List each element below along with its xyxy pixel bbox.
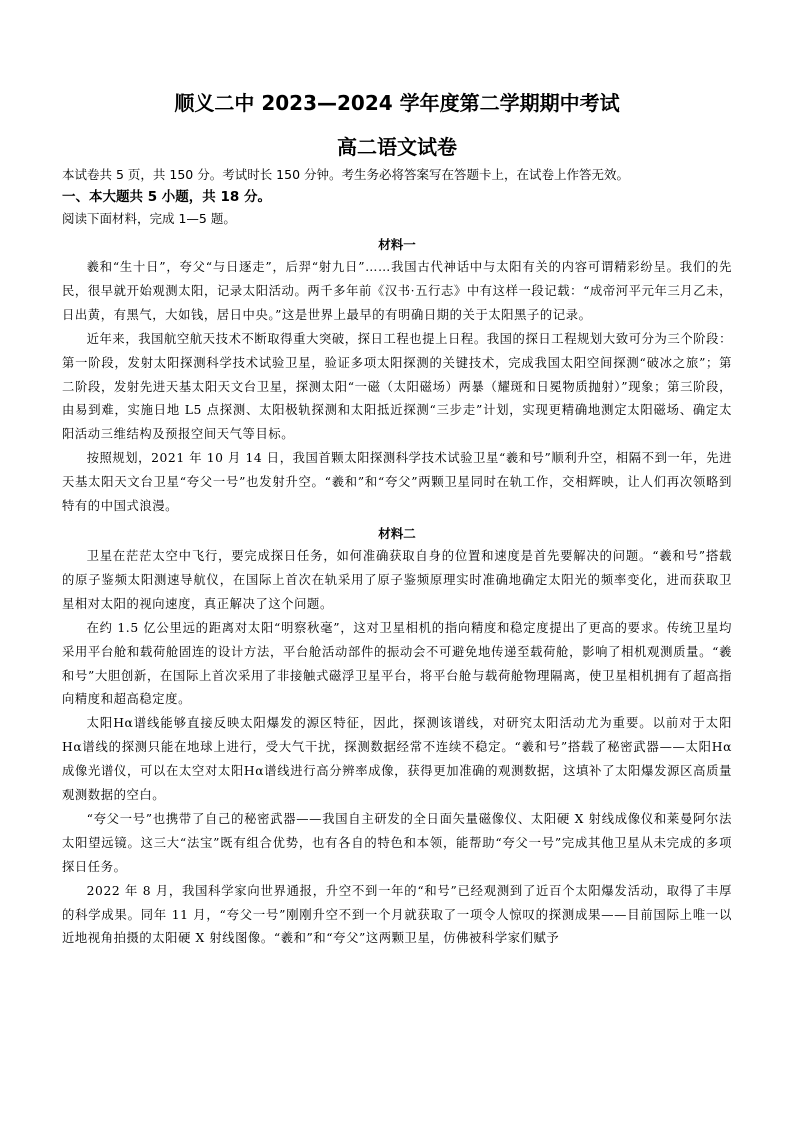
reading-direction: 阅读下面材料，完成 1—5 题。 bbox=[62, 211, 236, 226]
material-title: 材料一 bbox=[378, 237, 416, 252]
material-title: 材料二 bbox=[378, 525, 416, 541]
material-1 bbox=[62, 234, 732, 519]
paragraph: 2022 年 8 月，我国科学家向世界通报，升空不到一年的“和号”已经观测到了近百个太阳爆发活动，取得了丰厚的科学成果。同年 11 月，“夸父一号”刚刚升空不到一个月就获取了一项令人惊叹的探测成果——目前国际上唯一以近地视角拍摄的太阳硬 X 射线图像。“羲和”和“夸父”这两颗卫星，仿佛被科学家们赋予 bbox=[62, 883, 732, 946]
paragraph: 近年来，我国航空航天技术不断取得重大突破，探日工程也提上日程。我国的探日工程规划大致可分为三个阶段：第一阶段，发射太阳探测科学技术试验卫星，验证多项太阳探测的关键技术，完成我国太阳空间探测“破冰之旅”；第二阶段，发射先进天基太阳天文台卫星，探测太阳“一磁（太阳磁场）两暴（耀斑和日冕物质抛射）”现象；第三阶段，由易到难，实施日地 L5 点探测、太阳极轨探测和太阳抵近探测“三步走”计划，实现更精确地测定太阳磁场、确定太阳活动三维结构及预报空间天气等目标。 bbox=[62, 331, 732, 442]
paragraph: “夸父一号”也携带了自己的秘密武器——我国自主研发的全日面矢量磁像仪、太阳硬 X 射线成像仪和莱曼阿尔法太阳望远镜。这三大“法宝”既有组合优势，也有各自的特色和本领，能帮助“夸父一号”完成其他卫星从未完成的多项探日任务。 bbox=[62, 811, 732, 874]
section-heading: 一、本大题共 5 小题，共 18 分。 bbox=[62, 189, 271, 205]
paragraph: 按照规划，2021 年 10 月 14 日，我国首颗太阳探测科学技术试验卫星“羲和号”顺利升空，相隔不到一年，先进天基太阳天文台卫星“夸父一号”也发射升空。“羲和”和“夸父”两颗卫星同时在轨工作，交相辉映，让人们再次领略到特有的中国式浪漫。 bbox=[62, 451, 732, 514]
paragraph: 羲和“生十日”，夸父“与日逐走”，后羿“射九日”……我国古代神话中与太阳有关的内容可谓精彩纷呈。我们的先民，很早就开始观测太阳，记录太阳活动。两千多年前《汉书·五行志》中有这样一段记载：“成帝河平元年三月乙未，日出黄，有黑气，大如钱，居日中央。”这是世界上最早的有明确日期的关于太阳黑子的记录。 bbox=[62, 260, 732, 322]
exam-subtitle: 高二语文试卷 bbox=[337, 135, 457, 159]
paragraph: 在约 1.5 亿公里远的距离对太阳“明察秋毫”，这对卫星相机的指向精度和稳定度提出了更高的要求。传统卫星均采用平台舱和载荷舱固连的设计方法，平台舱活动部件的振动会不可避免地传递至载荷舱，影响了相机观测质量。“羲和号”大胆创新，在国际上首次采用了非接触式磁浮卫星平台，将平台舱与载荷舱物理隔离，使卫星相机拥有了超高指向精度和超高稳定度。 bbox=[62, 620, 732, 707]
exam-instructions: 本试卷共 5 页，共 150 分。考试时长 150 分钟。考生务必将答案写在答题卡上，在试卷上作答无效。 bbox=[62, 167, 630, 182]
paragraph: 卫星在茫茫太空中飞行，要完成探日任务，如何准确获取自身的位置和速度是首先要解决的问题。“羲和号”搭载的原子鉴频太阳测速导航仪，在国际上首次在轨采用了原子鉴频原理实时准确地确定太阳光的频率变化，进而获取卫星相对太阳的视向速度，真正解决了这个问题。 bbox=[62, 548, 732, 611]
exam-page bbox=[62, 88, 732, 951]
exam-title: 顺义二中 2023—2024 学年度第二学期期中考试 bbox=[174, 91, 620, 115]
paragraph: 太阳Hα谱线能够直接反映太阳爆发的源区特征，因此，探测该谱线，对研究太阳活动尤为重要。以前对于太阳Hα谱线的探测只能在地球上进行，受大气干扰，探测数据经常不连续不稳定。“羲和号”搭载了秘密武器——太阳Hα成像光谱仪，可以在太空对太阳Hα谱线进行高分辨率成像，获得更加准确的观测数据，这填补了太阳爆发源区高质量观测数据的空白。 bbox=[62, 716, 732, 803]
material-2 bbox=[62, 523, 732, 951]
